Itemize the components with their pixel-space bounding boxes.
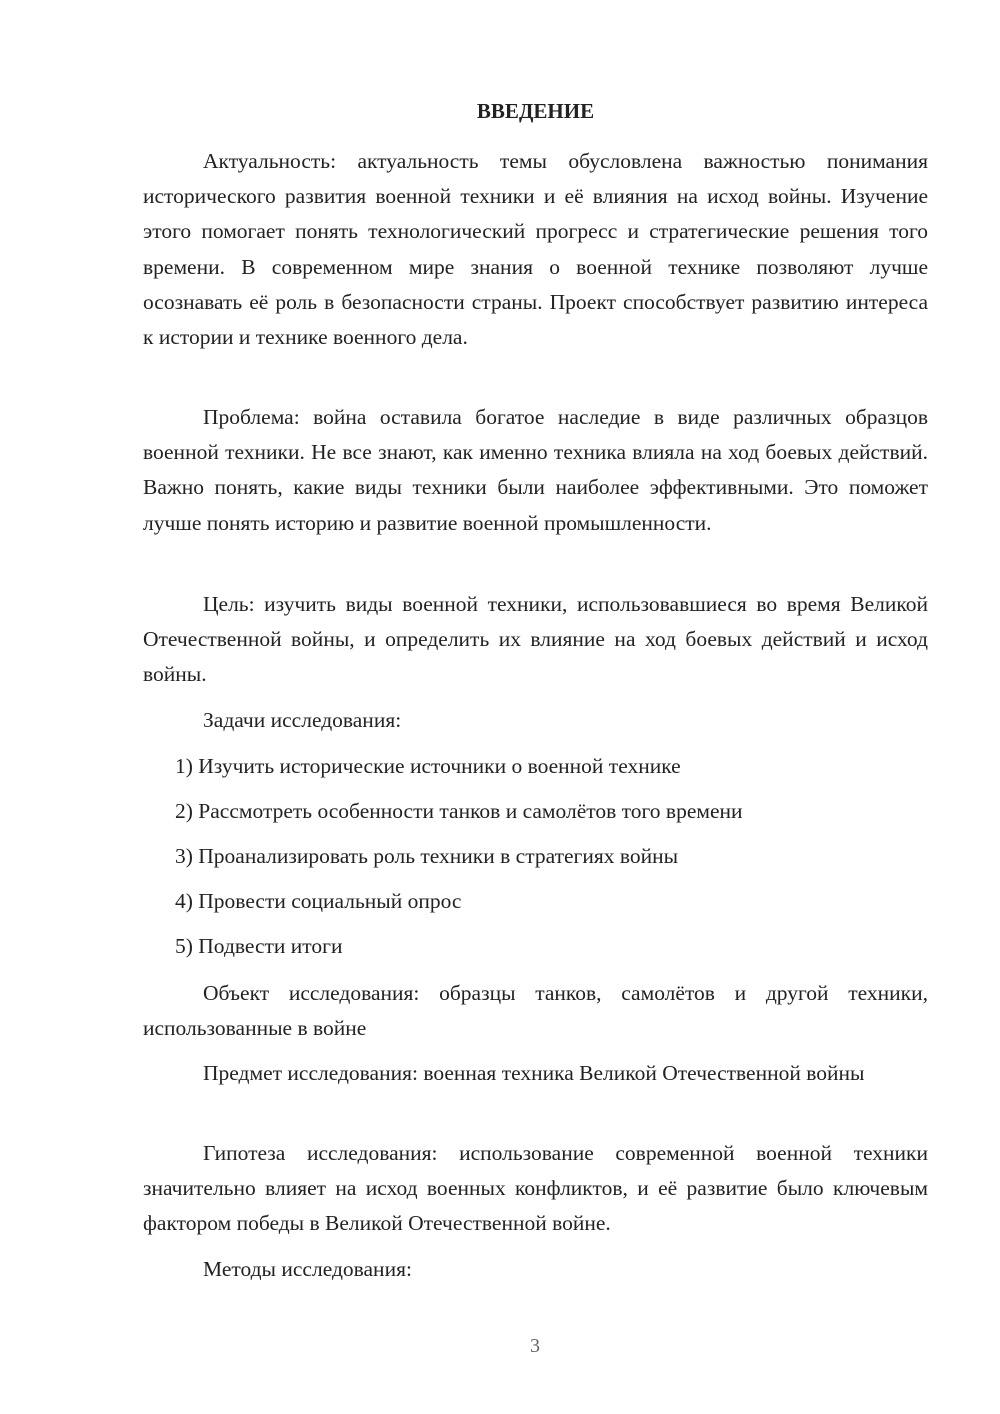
task-list-item: 4) Провести социальный опрос (175, 889, 462, 913)
task-list-item: 3) Проанализировать роль техники в стратегиях войны (175, 844, 679, 868)
page-number: 3 (530, 1335, 540, 1357)
task-list-item: 5) Подвести итоги (175, 934, 343, 958)
subject-paragraph: Предмет исследования: военная техника Великой Отечественной войны (203, 1061, 865, 1085)
section-title: ВВЕДЕНИЕ (476, 99, 595, 123)
object-paragraph: Объект исследования: образцы танков, самолётов и другой техники, использованные в войне (143, 981, 928, 1041)
methods-heading: Методы исследования: (203, 1257, 412, 1281)
hypothesis-paragraph: Гипотеза исследования: использование современной военной техники значительно влияет на исход военных конфликтов, и её развитие было ключевым фактором победы в Великой Отечественной войне. (143, 1141, 928, 1236)
tasks-heading: Задачи исследования: (203, 708, 402, 732)
task-list-item: 1) Изучить исторические источники о военной технике (175, 754, 681, 778)
relevance-paragraph: Актуальность: актуальность темы обусловлена важностью понимания исторического развития военной техники и её влияния на исход войны. Изучение этого помогает понять технологический прогресс и стратегические решения того времени. В современном мире знания о военной технике позволяют лучше осознавать её роль в безопасности страны. Проект способствует развитию интереса к истории и технике военного дела. (143, 149, 928, 350)
task-list-item: 2) Рассмотреть особенности танков и самолётов того времени (175, 799, 743, 823)
problem-paragraph: Проблема: война оставила богатое наследие в виде различных образцов военной техники. Не все знают, как именно техника влияла на ход боевых действий. Важно понять, какие виды техники были наиболее эффективными. Это поможет лучше понять историю и развитие военной промышленности. (143, 405, 928, 535)
goal-paragraph: Цель: изучить виды военной техники, использовавшиеся во время Великой Отечественной войны, и определить их влияние на ход боевых действий и исход войны. (143, 592, 928, 687)
